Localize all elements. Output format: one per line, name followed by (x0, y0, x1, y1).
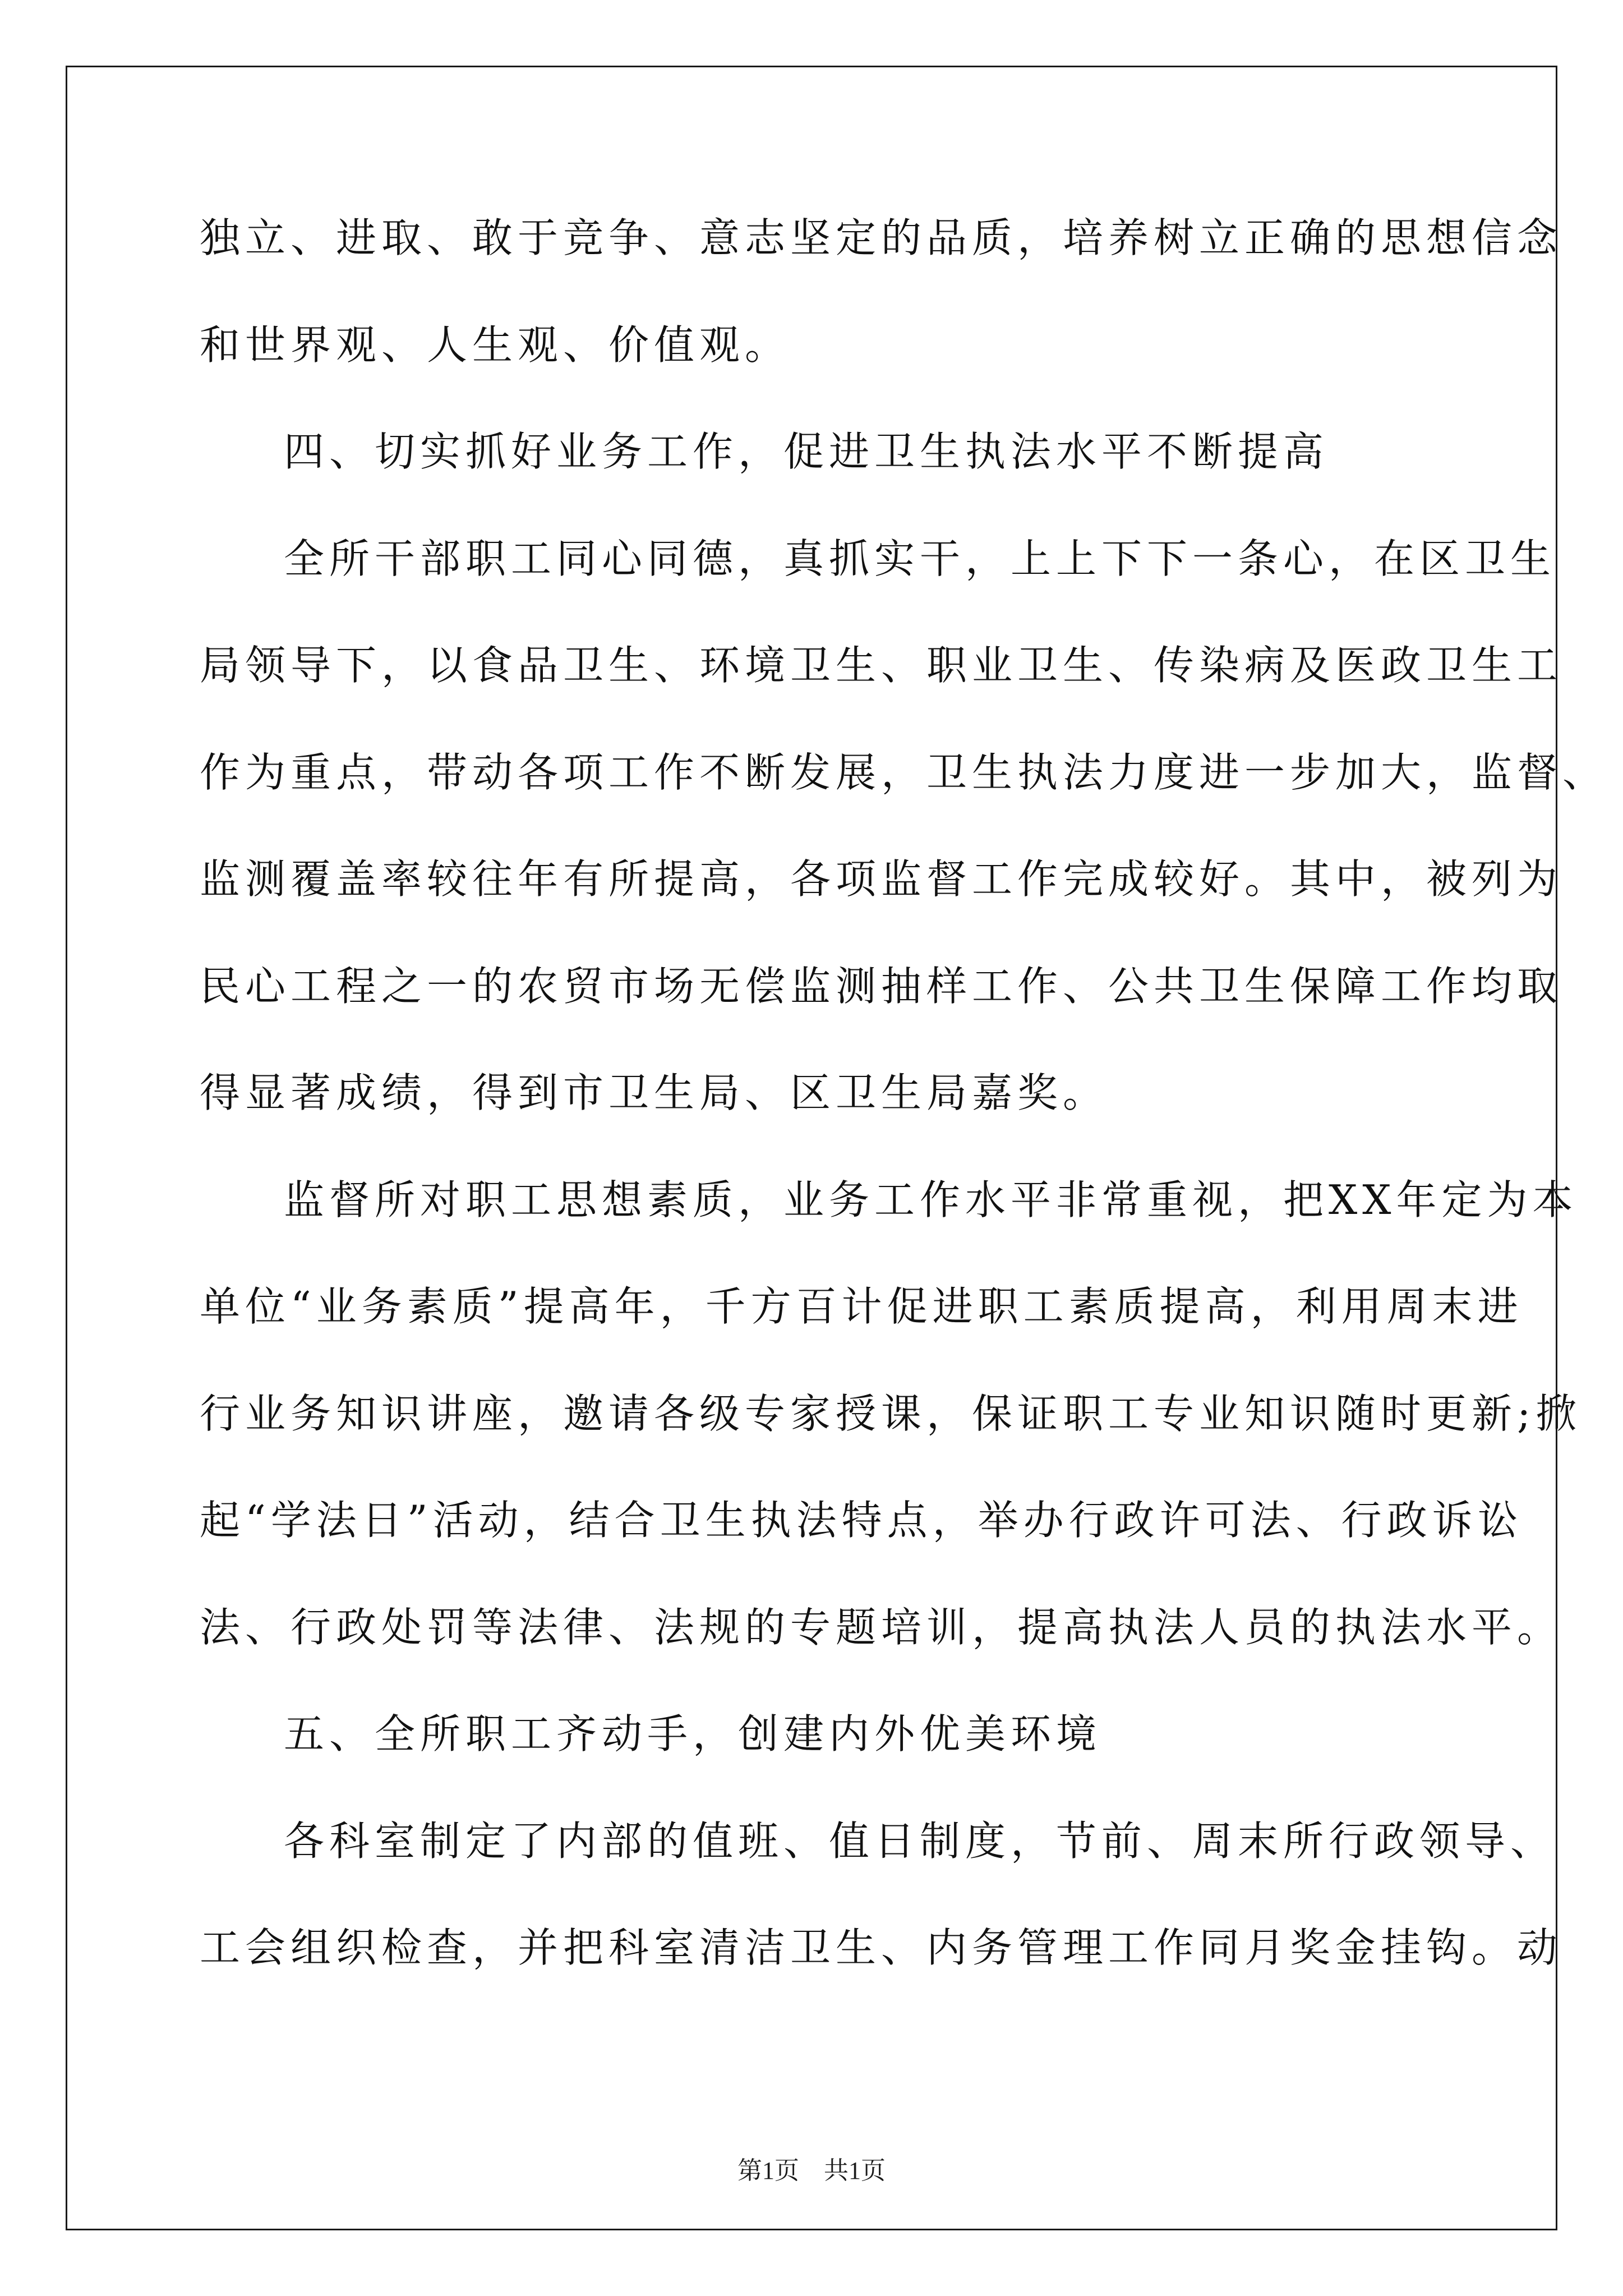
paragraph-start: 全所干部职工同心同德，真抓实干，上上下下一条心，在区卫生 (284, 535, 1556, 582)
section-heading: 四、切实抓好业务工作，促进卫生执法水平不断提高 (284, 428, 1329, 475)
paragraph-start: 监督所对职工思想素质，业务工作水平非常重视，把XX年定为本 (284, 1176, 1578, 1223)
text-line: 局领导下，以食品卫生、环境卫生、职业卫生、传染病及医政卫生工 (200, 642, 1563, 689)
text-line: 得显著成绩，得到市卫生局、区卫生局嘉奖。 (200, 1069, 1109, 1116)
text-line: 和世界观、人生观、价值观。 (200, 321, 791, 369)
text-line: 监测覆盖率较往年有所提高，各项监督工作完成较好。其中，被列为 (200, 855, 1563, 903)
document-body (200, 214, 1608, 2035)
page-number-footer: 第1页 共1页 (737, 2157, 886, 2184)
text-line: 工会组织检查，并把科室清洁卫生、内务管理工作同月奖金挂钩。动 (200, 1924, 1563, 1971)
text-line: 法、行政处罚等法律、法规的专题培训，提高执法人员的执法水平。 (200, 1603, 1563, 1651)
text-line: 起“学法日”活动，结合卫生执法特点，举办行政许可法、行政诉讼 (200, 1497, 1523, 1544)
text-line: 独立、进取、敢于竞争、意志坚定的品质，培养树立正确的思想信念 (200, 214, 1563, 261)
paragraph-start: 各科室制定了内部的值班、值日制度，节前、周末所行政领导、 (284, 1817, 1556, 1865)
section-heading: 五、全所职工齐动手，创建内外优美环境 (284, 1710, 1102, 1757)
text-line: 作为重点，带动各项工作不断发展，卫生执法力度进一步加大，监督、 (200, 748, 1608, 796)
text-line: 行业务知识讲座，邀请各级专家授课，保证职工专业知识随时更新;掀 (200, 1389, 1581, 1437)
text-line: 单位“业务素质”提高年，千方百计促进职工素质提高，利用周末进 (200, 1283, 1523, 1330)
text-line: 民心工程之一的农贸市场无偿监测抽样工作、公共卫生保障工作均取 (200, 962, 1563, 1010)
